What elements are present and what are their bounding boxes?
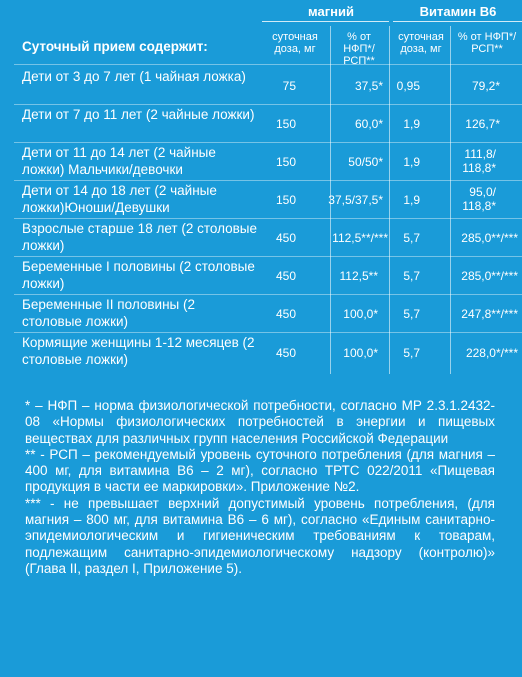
row-label: Беременные II половины (2 столовые ложки) — [22, 297, 195, 329]
row-label: Взрослые старше 18 лет (2 столовые ложки) — [22, 221, 257, 253]
table-row — [0, 104, 522, 142]
row-divider — [14, 64, 522, 65]
b6-pct: 95,0/ 118,8* — [462, 185, 496, 213]
b6-pct: 247,8**/*** — [461, 307, 518, 321]
dosage-table — [0, 22, 522, 382]
row-label: Кормящие женщины 1-12 месяцев (2 столовые ложки) — [22, 335, 255, 367]
table-row — [0, 332, 522, 374]
row-label: Беременные I половины (2 столовые ложки) — [22, 259, 255, 291]
b6-group-title: Витамин В6 — [419, 4, 497, 19]
b6-pct: 126,7* — [465, 117, 500, 131]
magnesium-group-title: магний — [308, 4, 354, 19]
table-header-row — [0, 22, 522, 66]
table-row — [0, 66, 522, 104]
b6-dose: 1,9 — [403, 117, 420, 131]
table-row — [0, 142, 522, 180]
b6-dose: 5,7 — [403, 231, 420, 245]
b6-pct: 79,2* — [471, 79, 500, 93]
table-row — [0, 218, 522, 256]
b6-dose-heading: суточная доза, мг — [398, 31, 444, 55]
mg-pct: 37,5* — [354, 79, 383, 93]
b6-pct: 285,0**/*** — [461, 231, 518, 245]
footnote-nfp: * – НФП – норма физиологической потребности, согласно МР 2.3.1.2432-08 «Нормы физиологических потребностей в энергии и пищевых веществах для различных групп населения Российской Федерации — [25, 398, 495, 446]
b6-dose: 5,7 — [403, 307, 420, 321]
mg-pct: 60,0* — [354, 117, 383, 131]
mg-pct: 50/50* — [348, 155, 383, 169]
mg-dose: 450 — [275, 231, 296, 245]
footnotes — [25, 398, 495, 577]
column-group-headers — [0, 0, 522, 22]
b6-dose: 1,9 — [403, 155, 420, 169]
row-label: Дети от 14 до 18 лет (2 чайные ложки)Юноши/Девушки — [22, 183, 217, 215]
b6-dose: 5,7 — [403, 269, 420, 283]
table-row — [0, 180, 522, 218]
footnote-upper-limit: *** - не превышает верхний допустимый уровень потребления, (для магния – 800 мг, для витамина В6 – 6 мг), согласно «Единым санитарно-эпидемиологическим и гигиеническим требованиям к товарам, подлежащим санитарно-эпидемиологическому надзору (контролю)» (Глава II, раздел I, Приложение 5). — [25, 495, 495, 576]
mg-dose: 450 — [275, 346, 296, 360]
b6-pct: 111,8/ 118,8* — [462, 147, 496, 175]
mg-dose-heading: суточная доза, мг — [272, 31, 318, 55]
b6-pct-heading: % от НФП*/ РСП** — [457, 31, 517, 55]
row-label: Дети от 11 до 14 лет (2 чайные ложки) Мальчики/девочки — [22, 145, 216, 177]
row-label: Дети от 7 до 11 лет (2 чайные ложки) — [22, 107, 255, 122]
mg-dose: 150 — [275, 155, 296, 169]
daily-intake-heading: Суточный прием содержит: — [22, 39, 208, 54]
mg-dose: 150 — [275, 193, 296, 207]
mg-dose: 75 — [282, 79, 296, 93]
table-row — [0, 294, 522, 332]
b6-pct: 285,0**/*** — [461, 269, 518, 283]
mg-pct: 112,5**/*** — [332, 231, 388, 245]
b6-dose: 0,95 — [396, 79, 420, 93]
mg-pct: 100,0* — [343, 346, 378, 360]
mg-pct: 100,0* — [343, 307, 378, 321]
mg-pct-heading: % от НФП*/ РСП** — [343, 31, 375, 67]
b6-pct: 228,0*/*** — [465, 346, 518, 360]
mg-dose: 450 — [275, 269, 296, 283]
footnote-rsp: ** - РСП – рекомендуемый уровень суточного потребления (для магния – 400 мг, для витамина В6 – 2 мг), согласно ТРТС 022/2011 «Пищевая продукция в части ее маркировки». Приложение №2. — [25, 446, 495, 495]
table-row — [0, 256, 522, 294]
mg-pct: 37,5/37,5* — [328, 193, 383, 207]
row-label: Дети от 3 до 7 лет (1 чайная ложка) — [22, 69, 246, 84]
b6-dose: 5,7 — [403, 346, 420, 360]
mg-dose: 150 — [275, 117, 296, 131]
mg-pct: 112,5** — [339, 269, 378, 283]
b6-dose: 1,9 — [403, 193, 420, 207]
mg-dose: 450 — [275, 307, 296, 321]
